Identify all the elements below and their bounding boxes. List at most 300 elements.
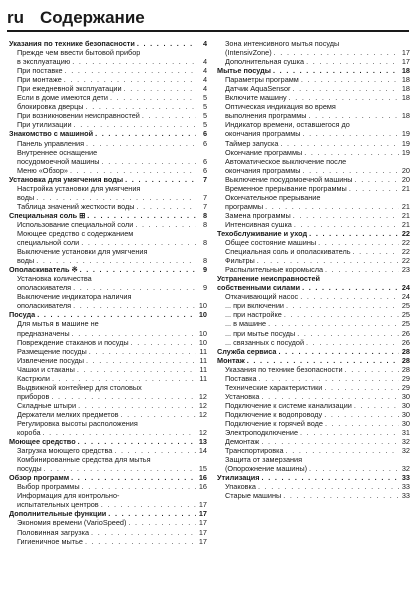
dot-leader [349, 184, 399, 193]
page-number: 7 [202, 201, 207, 211]
toc-section-title: Моющее средство [9, 437, 76, 447]
page-number: 32 [401, 464, 410, 474]
dot-leader [78, 437, 196, 446]
toc-entry-row [217, 319, 410, 328]
page-number: 7 [202, 192, 207, 202]
toc-section-title: Указания по технике безопасности [9, 39, 135, 48]
page-number: 4 [202, 75, 207, 85]
page-number: 8 [202, 210, 207, 220]
toc-entry-row [9, 518, 207, 527]
page-number: 26 [401, 328, 410, 338]
toc-entry-text: Моющее средство с содержанием [17, 228, 134, 238]
dot-leader [286, 446, 399, 455]
page-number: 17 [401, 48, 410, 58]
page-number: 8 [202, 238, 207, 248]
page-number: 6 [202, 156, 207, 166]
toc-entry-text: Выбор программы [17, 482, 80, 492]
toc-entry-text: в эксплуатацию [17, 57, 71, 67]
dot-leader [303, 166, 400, 175]
dot-leader [355, 175, 399, 184]
dot-leader [302, 283, 399, 292]
dot-leader [85, 537, 196, 546]
dot-leader [77, 365, 196, 374]
page-number: 4 [202, 39, 207, 48]
toc-entry-text: Транспортировка [225, 446, 284, 456]
page-number: 12 [198, 428, 207, 438]
dot-leader [72, 57, 196, 66]
dot-leader [80, 265, 196, 274]
toc-section-title: Дополнительные функции [9, 509, 107, 519]
page-number: 18 [401, 75, 410, 85]
toc-entry-row [217, 419, 410, 428]
toc-entry-text: ... при мытье посуды [225, 328, 296, 338]
toc-entry-row [9, 374, 207, 383]
page-number: 11 [199, 346, 207, 356]
toc-entry-row [9, 57, 207, 66]
page-number: 4 [202, 57, 207, 67]
header-divider [7, 30, 409, 32]
toc-section-row [217, 356, 410, 365]
dot-leader [300, 428, 399, 437]
toc-entry-row [217, 374, 410, 383]
toc-entry-text: Интенсивная сушка [225, 219, 292, 229]
dot-leader [135, 220, 196, 229]
toc-entry-text: При монтаже [17, 75, 62, 85]
toc-entry-row [9, 537, 207, 546]
page-number: 17 [198, 536, 207, 546]
toc-entry-text: Подключение к системе канализации [225, 400, 352, 410]
page-number: 33 [401, 491, 410, 501]
page-number: 21 [401, 183, 410, 193]
toc-section-row [217, 229, 410, 238]
toc-entry-text: При утилизации [17, 120, 72, 130]
toc-entry-row [217, 238, 410, 247]
toc-entry-row [217, 437, 410, 446]
toc-entry-text: Чашки и стаканы [17, 364, 75, 374]
dot-leader [108, 509, 196, 518]
page-number: 6 [202, 138, 207, 148]
toc-entry-row [217, 491, 410, 500]
dot-leader [121, 410, 196, 419]
toc-section-title: Специальная соль ⊞ [9, 210, 86, 220]
toc-section-title: Ополаскиватель ※ [9, 265, 78, 275]
page-number: 18 [401, 84, 410, 94]
toc-section-title: Монтаж [217, 355, 245, 365]
page-number: 10 [198, 301, 207, 311]
toc-entry-text: Защита от замерзания [225, 455, 303, 465]
page-number: 32 [401, 446, 410, 456]
toc-entry-text: Кастрюли [17, 373, 51, 383]
page-number: 4 [202, 66, 207, 76]
page-number: 17 [198, 500, 207, 510]
toc-entry-row [217, 338, 410, 347]
page-number: 12 [198, 391, 207, 401]
dot-leader [128, 518, 196, 527]
toc-section-row [9, 509, 207, 518]
dot-leader [70, 166, 196, 175]
toc-entry-text: испытательных центров [17, 500, 99, 510]
toc-entry-text: окончания программы [225, 129, 301, 139]
dot-leader [265, 202, 399, 211]
dot-leader [309, 464, 399, 473]
toc-entry-row [9, 75, 207, 84]
page-number: 31 [401, 428, 410, 438]
toc-entry-row [217, 446, 410, 455]
toc-entry-row [217, 392, 410, 401]
toc-entry-text: ... связанных с посудой [225, 337, 305, 347]
dot-leader [262, 392, 400, 401]
toc-entry-text: (IntensivZone) [225, 48, 272, 58]
toc-entry-row [217, 383, 410, 392]
toc-entry-text: Загрузка моющего средства [17, 446, 113, 456]
toc-entry-text: Выдвижной контейнер для столовых [17, 382, 142, 392]
page-number: 28 [401, 364, 410, 374]
dot-leader [114, 446, 196, 455]
toc-entry-text: Для мытья в машине не [17, 319, 99, 329]
dot-leader [318, 238, 399, 247]
dot-leader [354, 401, 399, 410]
page-number: 19 [401, 129, 410, 139]
toc-entry-text: Извлечение посуды [17, 355, 84, 365]
toc-entry-text: При возникновении неисправностей [17, 111, 140, 121]
page-number: 29 [401, 382, 410, 392]
toc-column-right [217, 39, 410, 500]
dot-leader [72, 329, 196, 338]
dot-leader [101, 500, 196, 509]
toc-entry-row [217, 175, 410, 184]
toc-column-left [9, 39, 207, 546]
page-number: 12 [198, 409, 207, 419]
page-number: 24 [401, 283, 410, 293]
toc-entry-text: Гигиеничное мытье [17, 536, 83, 546]
toc-entry-text: (Опорожнение машины) [225, 464, 308, 474]
dot-leader [280, 139, 399, 148]
dot-leader [86, 139, 196, 148]
page-number: 22 [401, 228, 410, 238]
toc-entry-row [217, 329, 410, 338]
dot-leader [273, 66, 399, 75]
toc-section-title: Служба сервиса [217, 346, 277, 356]
toc-entry-text: Держатели мелких предметов [17, 409, 119, 419]
toc-entry-text: Регулировка высоты расположения [17, 418, 138, 428]
dot-leader [297, 329, 399, 338]
page-number: 11 [199, 355, 207, 365]
dot-leader [95, 129, 196, 138]
toc-entry-row [9, 283, 207, 292]
dot-leader [82, 482, 196, 491]
toc-entry-row [217, 256, 410, 265]
toc-entry-text: Замена программы [225, 210, 291, 220]
page-number: 5 [202, 102, 207, 112]
dot-leader [86, 356, 196, 365]
toc-entry-row [217, 401, 410, 410]
toc-section-title: Обзор программ [9, 473, 70, 483]
dot-leader [43, 428, 196, 437]
toc-section-row [9, 129, 207, 138]
toc-entry-row [9, 401, 207, 410]
toc-entry-text: Электроподключение [225, 428, 299, 438]
toc-entry-text: При ежедневной эксплуатации [17, 84, 122, 94]
page-number: 28 [401, 346, 410, 356]
dot-leader [44, 464, 196, 473]
toc-entry-text: Подключение к горячей воде [225, 418, 323, 428]
toc-entry-text: Старые машины [225, 491, 282, 501]
toc-section-title: Посуда [9, 310, 36, 320]
toc-entry-row [217, 464, 410, 473]
page-number: 26 [401, 337, 410, 347]
toc-entry-text: воды [17, 256, 35, 266]
dot-leader [137, 39, 196, 48]
dot-leader [309, 229, 399, 238]
dot-leader [304, 148, 399, 157]
toc-entry-text: ... при настройке [225, 310, 282, 320]
toc-entry-text: Таймер запуска [225, 138, 279, 148]
toc-entry-row [9, 301, 207, 310]
toc-entry-text: приборов [17, 391, 50, 401]
toc-entry-row [9, 392, 207, 401]
toc-entry-text: Параметры программ [225, 75, 299, 85]
page-number: 18 [401, 111, 410, 121]
dot-leader [73, 301, 196, 310]
toc-entry-text: предназначены [17, 328, 70, 338]
dot-leader [247, 356, 399, 365]
toc-entry-text: Указания по технике безопасности [225, 364, 343, 374]
dot-leader [131, 338, 196, 347]
toc-entry-row [9, 66, 207, 75]
dot-leader [293, 211, 399, 220]
page-number: 17 [198, 518, 207, 528]
toc-entry-row [217, 148, 410, 157]
toc-entry-row [9, 256, 207, 265]
toc-entry-text: Таблица значений жесткости воды [17, 201, 135, 211]
dot-leader [74, 120, 196, 129]
toc-entry-text: окончания программы [225, 165, 301, 175]
page-number: 5 [202, 111, 207, 121]
toc-entry-text: Окончание программы [225, 147, 303, 157]
toc-entry-text: Технические характеристики [225, 382, 323, 392]
page-number: 10 [198, 337, 207, 347]
toc-entry-text: Окончательное прерывание [225, 192, 321, 202]
toc-entry-row [9, 482, 207, 491]
toc-section-row [217, 347, 410, 356]
page-number: 9 [202, 283, 207, 293]
dot-leader [306, 57, 399, 66]
dot-leader [268, 319, 399, 328]
toc-entry-text: Датчик AquaSensor [225, 84, 291, 94]
toc-section-title: Утилизация [217, 473, 260, 483]
toc-section-title: Устранение неисправностей [217, 274, 321, 284]
toc-entry-text: Включите машину [225, 93, 287, 103]
toc-entry-row [217, 211, 410, 220]
dot-leader [52, 374, 196, 383]
page-number: 24 [401, 292, 410, 302]
toc-entry-text: ... в машине [225, 319, 267, 329]
dot-leader [102, 157, 196, 166]
page-header [7, 6, 145, 28]
dot-leader [78, 401, 196, 410]
toc-entry-row [9, 202, 207, 211]
page-number: 25 [401, 310, 410, 320]
page-number: 18 [401, 66, 410, 76]
toc-entry-text: Выключение установки для умягчения [17, 247, 148, 257]
toc-entry-row [9, 84, 207, 93]
toc-section-row [217, 283, 410, 292]
page-title: Содержание [40, 8, 145, 27]
toc-entry-row [217, 482, 410, 491]
toc-entry-row [217, 93, 410, 102]
toc-entry-row [9, 338, 207, 347]
toc-entry-row [217, 84, 410, 93]
dot-leader [142, 111, 196, 120]
page-number: 8 [202, 256, 207, 266]
dot-leader [301, 75, 399, 84]
dot-leader [259, 374, 399, 383]
toc-entry-row [217, 202, 410, 211]
toc-entry-text: Распылительные коромысла [225, 265, 324, 275]
dot-leader [137, 202, 196, 211]
toc-entry-row [9, 464, 207, 473]
dot-leader [91, 528, 196, 537]
toc-section-row [9, 175, 207, 184]
toc-entry-text: Демонтаж [225, 437, 260, 447]
toc-entry-text: Настройка установки для умягчения [17, 183, 141, 193]
toc-entry-row [9, 428, 207, 437]
page-number: 25 [401, 319, 410, 329]
toc-entry-text: Общее состояние машины [225, 238, 317, 248]
toc-entry-row [217, 48, 410, 57]
dot-leader [261, 437, 399, 446]
dot-leader [125, 175, 196, 184]
toc-entry-row [9, 528, 207, 537]
toc-entry-row [9, 166, 207, 175]
page-number: 30 [401, 391, 410, 401]
page-number: 10 [198, 310, 207, 320]
dot-leader [73, 283, 196, 292]
page-number: 30 [401, 400, 410, 410]
toc-section-title: Установка для умягчения воды [9, 174, 124, 184]
page-number: 22 [401, 247, 410, 257]
toc-entry-row [9, 365, 207, 374]
dot-leader [278, 347, 399, 356]
page-number: 7 [202, 174, 207, 184]
page-number: 20 [401, 174, 410, 184]
toc-entry-row [9, 347, 207, 356]
toc-entry-row [217, 111, 410, 120]
toc-entry-row [9, 356, 207, 365]
page-number: 16 [198, 482, 207, 492]
page-number: 30 [401, 418, 410, 428]
toc-entry-text: Комбинированные средства для мытья [17, 455, 151, 465]
page-number: 6 [202, 129, 207, 139]
dot-leader [324, 383, 399, 392]
toc-entry-text: Зона интенсивного мытья посуды [225, 39, 340, 48]
toc-entry-text: Дополнительная сушка [225, 57, 305, 67]
toc-entry-row [217, 310, 410, 319]
page-number: 25 [401, 301, 410, 311]
toc-entry-row [9, 102, 207, 111]
toc-section-row [9, 265, 207, 274]
toc-entry-text: Складные штыри [17, 400, 77, 410]
toc-entry-text: посуды [17, 464, 42, 474]
page-number: 21 [401, 210, 410, 220]
toc-section-row [217, 66, 410, 75]
toc-entry-row [9, 120, 207, 129]
toc-entry-row [9, 93, 207, 102]
toc-entry-text: Внутреннее оснащение [17, 147, 98, 157]
toc-entry-text: короба [17, 428, 41, 438]
page-number: 32 [401, 437, 410, 447]
page-number: 10 [198, 328, 207, 338]
toc-entry-text: блокировка дверцы [17, 102, 84, 112]
page-number: 9 [202, 265, 207, 275]
toc-entry-row [217, 247, 410, 256]
toc-entry-row [9, 157, 207, 166]
toc-entry-text: Оптическая индикация во время [225, 102, 336, 112]
page-number: 19 [401, 147, 410, 157]
toc-entry-row [9, 500, 207, 509]
toc-entry-row [217, 184, 410, 193]
toc-entry-text: Автоматическое выключение после [225, 156, 347, 166]
dot-leader [110, 93, 196, 102]
page-number: 5 [202, 120, 207, 130]
toc-entry-row [9, 220, 207, 229]
toc-entry-text: Упаковка [225, 482, 256, 492]
toc-entry-row [217, 220, 410, 229]
page-number: 6 [202, 165, 207, 175]
toc-entry-row [217, 139, 410, 148]
toc-entry-row [217, 57, 410, 66]
dot-leader [283, 491, 399, 500]
toc-entry-row [217, 410, 410, 419]
page-number: 30 [401, 409, 410, 419]
dot-leader [65, 66, 196, 75]
page-number: 4 [202, 84, 207, 94]
toc-entry-row [9, 410, 207, 419]
dot-leader [309, 111, 399, 120]
page-number: 29 [401, 373, 410, 383]
toc-entry-row [217, 301, 410, 310]
toc-entry-row [217, 129, 410, 138]
page-number: 8 [202, 219, 207, 229]
toc-entry-row [9, 111, 207, 120]
dot-leader [258, 482, 399, 491]
dot-leader [86, 102, 196, 111]
page-number: 13 [198, 437, 207, 447]
toc-entry-row [217, 292, 410, 301]
toc-entry-row [217, 428, 410, 437]
dot-leader [36, 256, 196, 265]
dot-leader [51, 392, 196, 401]
page-number: 17 [198, 527, 207, 537]
dot-leader [81, 238, 196, 247]
toc-entry-text: ополаскивателя [17, 283, 72, 293]
dot-leader [87, 211, 196, 220]
dot-leader [89, 347, 196, 356]
dot-leader [345, 365, 399, 374]
toc-entry-text: Использование специальной соли [17, 219, 134, 229]
dot-leader [37, 310, 196, 319]
toc-entry-row [217, 365, 410, 374]
dot-leader [257, 256, 399, 265]
toc-section-row [9, 310, 207, 319]
toc-entry-text: Повреждение стаканов и посуды [17, 337, 129, 347]
dot-leader [325, 265, 399, 274]
toc-entry-row [217, 265, 410, 274]
toc-entry-text: Специальная соль и ополаскиватель [225, 247, 351, 257]
toc-section-title: Мытье посуды [217, 66, 272, 76]
dot-leader [303, 129, 400, 138]
toc-section-row [9, 437, 207, 446]
